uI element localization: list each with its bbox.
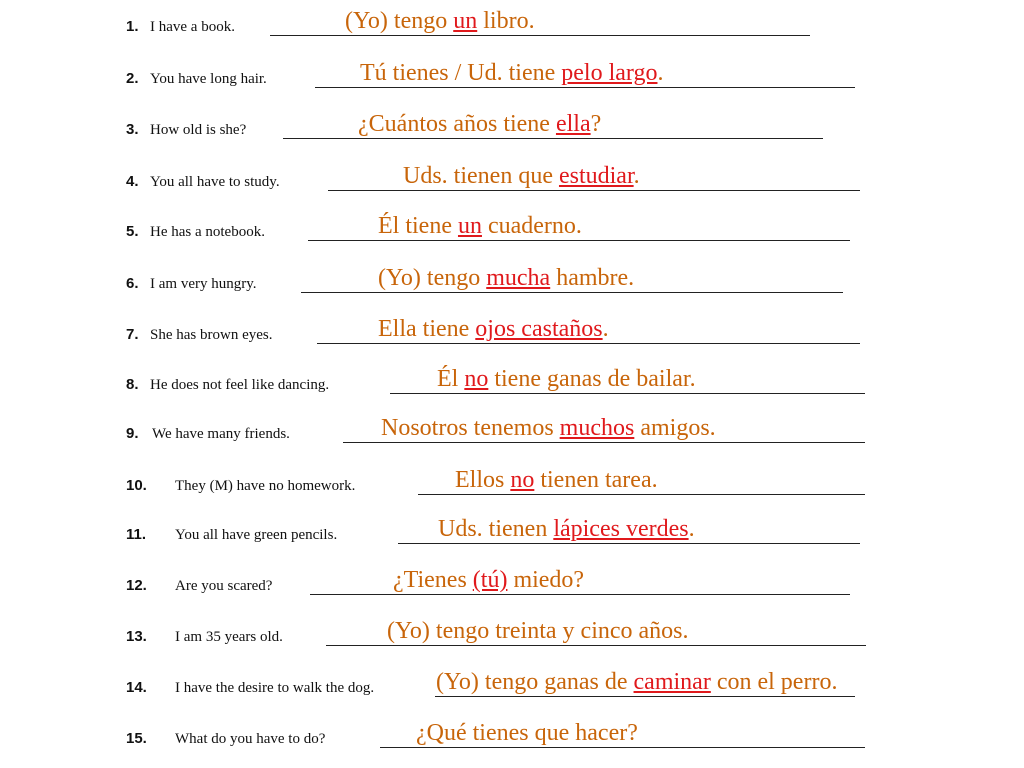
english-prompt: You have long hair. [150,71,267,87]
english-prompt: She has brown eyes. [150,327,273,343]
spanish-answer [387,614,689,648]
answer-text: amigos. [634,415,716,441]
answer-text: . [688,516,695,542]
english-prompt: He has a notebook. [150,224,265,240]
item-number: 11. [126,526,147,543]
answer-text: ¿Cuántos años tiene [358,111,556,137]
answer-highlight: muchos [559,415,635,441]
item-number: 15. [126,730,147,747]
answer-highlight: (tú) [472,567,508,593]
answer-text: miedo? [507,567,585,593]
answer-text: ¿Qué tienes que hacer? [416,720,638,746]
exercise-item-15 [0,716,1024,756]
spanish-answer [393,563,584,597]
exercise-item-3 [0,107,1024,147]
spanish-answer [378,312,609,346]
answer-text: (Yo) tengo [378,265,487,291]
answer-highlight: ella [555,111,591,137]
exercise-item-8 [0,362,1024,402]
item-number: 13. [126,628,147,645]
spanish-answer [416,716,638,750]
english-prompt: I am very hungry. [150,276,257,292]
item-number: 7. [126,326,139,343]
spanish-answer [437,362,696,396]
answer-text: (Yo) tengo treinta y cinco años. [387,618,689,644]
exercise-item-13 [0,614,1024,654]
item-number: 8. [126,376,139,393]
answer-text: Ella tiene [378,316,476,342]
answer-text: . [657,60,664,86]
spanish-answer [358,107,601,141]
exercise-item-4 [0,159,1024,199]
spanish-answer [438,512,695,546]
answer-highlight: estudiar [558,163,634,189]
exercise-item-7 [0,312,1024,352]
answer-text: . [602,316,609,342]
item-number: 4. [126,173,139,190]
item-number: 2. [126,70,139,87]
item-number: 1. [126,18,139,35]
exercise-item-6 [0,261,1024,301]
exercise-item-10 [0,463,1024,503]
spanish-answer [345,4,535,38]
english-prompt: I have a book. [150,19,235,35]
answer-highlight: ojos castaños [475,316,603,342]
answer-text: ¿Tienes [393,567,473,593]
answer-highlight: pelo largo [561,60,658,86]
item-number: 6. [126,275,139,292]
answer-text: tiene ganas de bailar. [488,366,696,392]
answer-text: Tú tienes / Ud. tiene [360,60,562,86]
spanish-answer [455,463,658,497]
english-prompt: You all have to study. [150,174,280,190]
answer-text: (Yo) tengo [345,8,454,34]
english-prompt: Are you scared? [175,578,273,594]
item-number: 3. [126,121,139,138]
answer-text: ? [590,111,602,137]
item-number: 10. [126,477,147,494]
exercise-item-9 [0,411,1024,451]
answer-highlight: no [464,366,489,392]
answer-text: Uds. tienen que [403,163,559,189]
spanish-answer [403,159,640,193]
answer-highlight: un [457,213,482,239]
item-number: 14. [126,679,147,696]
english-prompt: I am 35 years old. [175,629,283,645]
exercise-item-5 [0,209,1024,249]
english-prompt: What do you have to do? [175,731,326,747]
answer-highlight: un [453,8,478,34]
item-number: 12. [126,577,147,594]
answer-text: . [633,163,640,189]
answer-text: (Yo) tengo ganas de [436,669,634,695]
spanish-answer [378,261,634,295]
spanish-answer [381,411,716,445]
answer-highlight: lápices verdes [553,516,689,542]
english-prompt: I have the desire to walk the dog. [175,680,375,696]
answer-highlight: no [510,467,535,493]
answer-text: libro. [477,8,535,34]
answer-text: Uds. tienen [438,516,554,542]
exercise-item-2 [0,56,1024,96]
answer-highlight: mucha [486,265,551,291]
exercise-item-14 [0,665,1024,705]
answer-text: tienen tarea. [534,467,658,493]
exercise-item-1 [0,4,1024,44]
answer-text: con el perro. [710,669,838,695]
exercise-item-11 [0,512,1024,552]
exercise-item-12 [0,563,1024,603]
item-number: 5. [126,223,139,240]
item-number: 9. [126,425,139,442]
answer-highlight: caminar [633,669,711,695]
answer-text: Ellos [455,467,511,493]
answer-text: Nosotros tenemos [381,415,560,441]
english-prompt: We have many friends. [152,426,290,442]
answer-text: cuaderno. [481,213,582,239]
spanish-answer [360,56,663,90]
english-prompt: He does not feel like dancing. [150,377,330,393]
answer-text: hambre. [550,265,635,291]
answer-text: Él [437,366,465,392]
answer-text: Él tiene [378,213,458,239]
english-prompt: They (M) have no homework. [175,478,356,494]
spanish-answer [436,665,837,699]
spanish-answer [378,209,582,243]
english-prompt: How old is she? [150,122,247,138]
english-prompt: You all have green pencils. [175,527,338,543]
